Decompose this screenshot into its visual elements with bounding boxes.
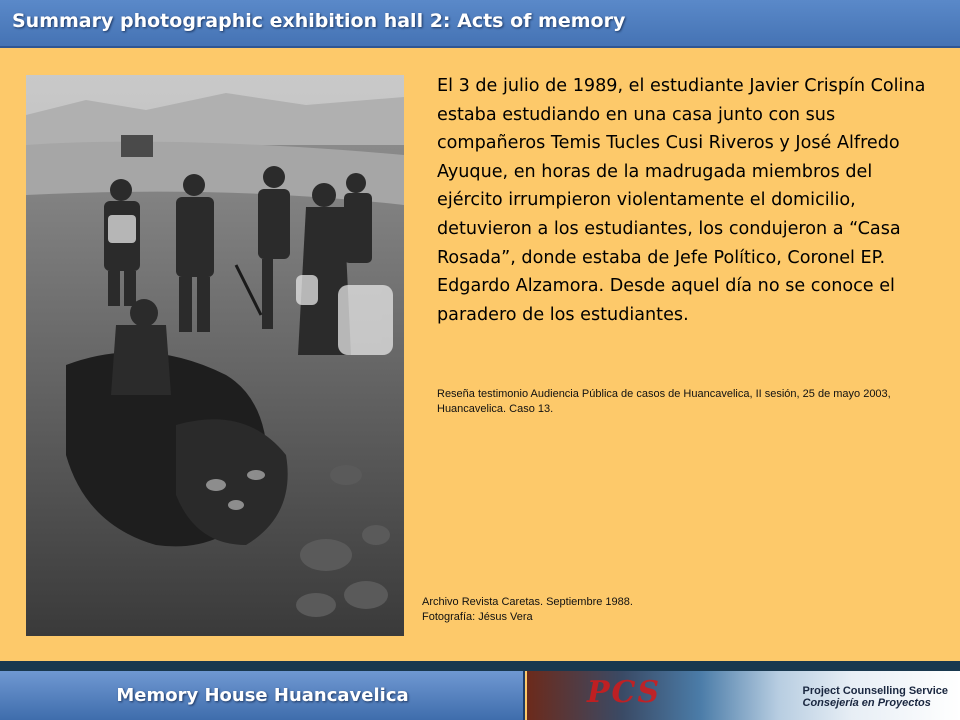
photo-caption — [422, 595, 722, 625]
title-bar — [0, 0, 960, 48]
footer-divider — [0, 661, 960, 671]
page-title: Summary photographic exhibition hall 2: Acts of memory — [12, 10, 626, 32]
brand-name: Project Counselling Service — [802, 685, 948, 697]
testimony-reference: Reseña testimonio Audiencia Pública de casos de Huancavelica, II sesión, 25 de mayo 2003, Huancavelica. Caso 13. — [437, 388, 891, 415]
pcs-logo: PCS — [587, 675, 662, 710]
archive-photo — [26, 75, 404, 636]
photo-illustration — [26, 75, 404, 636]
footer-brand-panel — [527, 671, 960, 720]
photo-caption-source: Archivo Revista Caretas. Septiembre 1988. — [422, 596, 633, 608]
testimony-paragraph: El 3 de julio de 1989, el estudiante Javier Crispín Colina estaba estudiando en una casa junto con sus compañeros Temis Tucles Cusi Riveros y José Alfredo Ayuque, en horas de la madrugada miembros del ejército irrumpieron violentamente el domicilio, detuvieron a los estudiantes, los condujeron a “Casa Rosada”, donde estaba de Jefe Político, Coronel EP. Edgardo Alzamora. Desde aquel día no se conoce el paradero de los estudiantes. — [437, 76, 926, 325]
brand-subtitle: Consejería en Proyectos — [802, 697, 931, 709]
footer-title-panel — [0, 671, 525, 720]
brand-text — [803, 685, 949, 709]
photo-caption-credit: Fotografía: Jésus Vera — [422, 611, 533, 623]
footer-title: Memory House Huancavelica — [116, 685, 409, 706]
